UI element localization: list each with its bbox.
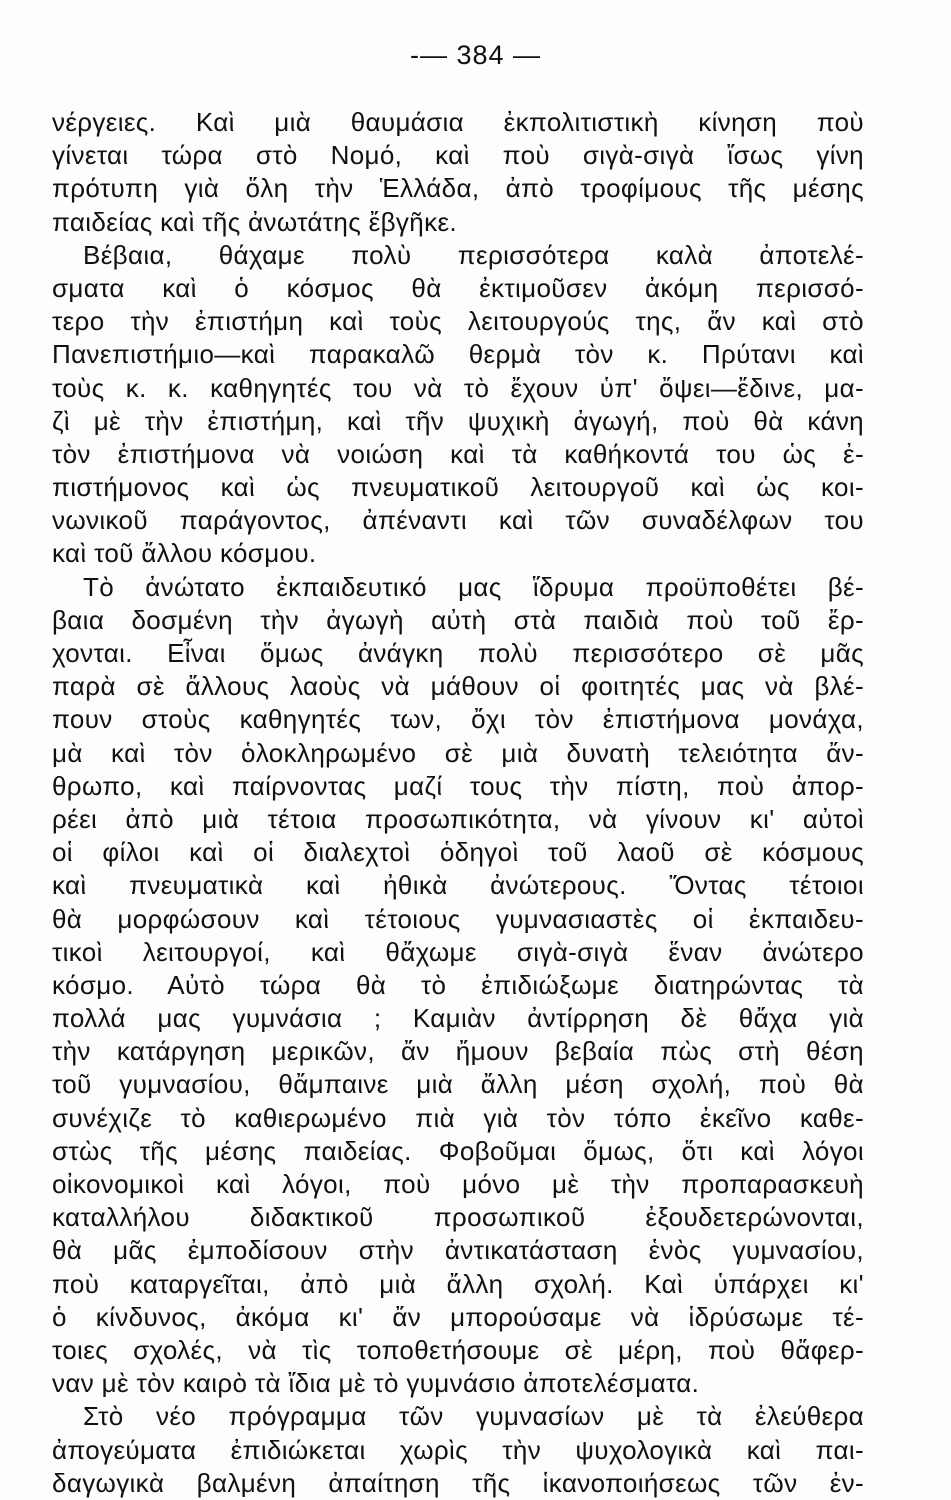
text-line: τοῦ γυμνασίου, θἄμπαινε μιὰ ἄλλη μέση σχολή, ποὺ θὰ <box>52 1069 864 1100</box>
text-line: θὰ μορφώσουν καὶ τέτοιους γυμνασιαστὲς οἱ ἐκπαιδευ- <box>52 903 864 934</box>
text-line: καὶ τοῦ ἄλλου κόσμου. <box>52 538 317 569</box>
text-line: παιδείας καὶ τῆς ἀνωτάτης ἔβγῆκε. <box>52 206 457 237</box>
text-line: πιστήμονος καὶ ὡς πνευματικοῦ λειτουργοῦ καὶ ὡς κοι- <box>52 472 864 503</box>
text-line: ὁ κίνδυνος, ἀκόμα κι' ἄν μπορούσαμε νὰ ἱδρύσωμε τέ- <box>52 1301 864 1332</box>
text-line: ἀπογεύματα ἐπιδιώκεται χωρὶς τὴν ψυχολογικὰ καὶ παι- <box>52 1434 864 1465</box>
text-line: Τὸ ἀνώτατο ἐκπαιδευτικό μας ἵδρυμα προϋποθέτει βέ- <box>83 571 864 602</box>
text-line: τοὺς κ. κ. καθηγητές του νὰ τὸ ἔχουν ὑπ' ὄψει—ἔδινε, μα- <box>52 372 864 403</box>
text-line: πρότυπη γιὰ ὅλη τὴν Ἑλλάδα, ἀπὸ τροφίμους τῆς μέσης <box>52 173 864 204</box>
text-line: ποὺ καταργεῖται, ἀπὸ μιὰ ἄλλη σχολή. Καὶ ὑπάρχει κι' <box>52 1268 864 1299</box>
text-line: γίνεται τώρα στὸ Νομό, καὶ ποὺ σιγὰ-σιγὰ ἴσως γίνη <box>52 140 864 171</box>
text-line: μὰ καὶ τὸν ὁλοκληρωμένο σὲ μιὰ δυνατὴ τελειότητα ἄν- <box>52 737 864 768</box>
text-line: ζὶ μὲ τὴν ἐπιστήμη, καὶ τῆν ψυχικὴ ἀγωγή, ποὺ θὰ κάνη <box>52 405 864 436</box>
text-line: καταλλήλου διδακτικοῦ προσωπικοῦ ἐξουδετερώνονται, <box>52 1202 864 1233</box>
text-line: βαια δοσμένη τὴν ἀγωγὴ αὐτὴ στὰ παιδιὰ ποὺ τοῦ ἔρ- <box>52 604 864 635</box>
text-line: συνέχιζε τὸ καθιερωμένο πιὰ γιὰ τὸν τόπο ἐκεῖνο καθε- <box>52 1102 864 1133</box>
text-line: Πανεπιστήμιο—καὶ παρακαλῶ θερμὰ τὸν κ. Πρύτανι καὶ <box>52 339 864 370</box>
text-line: πουν στοὺς καθηγητές των, ὄχι τὸν ἐπιστήμονα μονάχα, <box>52 704 864 735</box>
text-line: τερο τὴν ἐπιστήμη καὶ τοὺς λειτουργούς της, ἄν καὶ στὸ <box>52 306 864 337</box>
text-line: Στὸ νέο πρόγραμμα τῶν γυμνασίων μὲ τὰ ἐλεύθερα <box>83 1401 864 1432</box>
text-line: στὼς τῆς μέσης παιδείας. Φοβοῦμαι ὅμως, ὅτι καὶ λόγοι <box>52 1135 864 1166</box>
text-line: ρέει ἀπὸ μιὰ τέτοια προσωπικότητα, νὰ γίνουν κι' αὐτοὶ <box>52 803 864 834</box>
text-line: τὴν κατάργηση μερικῶν, ἄν ἤμουν βεβαία πὼς στὴ θέση <box>52 1036 864 1067</box>
text-line: χονται. Εἶναι ὅμως ἀνάγκη πολὺ περισσότερο σὲ μᾶς <box>52 638 864 668</box>
text-line: σματα καὶ ὁ κόσμος θὰ ἐκτιμοῦσεν ἀκόμη περισσό- <box>52 272 864 303</box>
text-line: καὶ πνευματικὰ καὶ ἠθικὰ ἀνώτερους. Ὄντας τέτοιοι <box>52 870 864 901</box>
text-line: οἱ φίλοι καὶ οἱ διαλεχτοὶ ὁδηγοὶ τοῦ λαοῦ σὲ κόσμους <box>52 837 864 868</box>
text-line: Βέβαια, θάχαμε πολὺ περισσότερα καλὰ ἀποτελέ- <box>83 239 864 270</box>
text-line: νωνικοῦ παράγοντος, ἀπέναντι καὶ τῶν συναδέλφων του <box>52 505 864 536</box>
text-line: κόσμο. Αὐτὸ τώρα θὰ τὸ ἐπιδιώξωμε διατηρώντας τὰ <box>52 969 864 1000</box>
text-line: θὰ μᾶς ἐμποδίσουν στὴν ἀντικατάσταση ἑνὸς γυμνασίου, <box>52 1235 864 1266</box>
page-number: -— 384 — <box>409 40 542 70</box>
text-line: νέργειες. Καὶ μιὰ θαυμάσια ἐκπολιτιστικὴ κίνηση ποὺ <box>52 107 864 137</box>
body-text <box>52 106 864 1500</box>
text-line: τοιες σχολές, νὰ τὶς τοποθετήσουμε σὲ μέρη, ποὺ θἄφερ- <box>52 1334 864 1365</box>
text-line: δαγωγικὰ βαλμένη ἀπαίτηση τῆς ἱκανοποιήσεως τῶν ἐν- <box>52 1467 864 1498</box>
text-line: παρὰ σὲ ἄλλους λαοὺς νὰ μάθουν οἱ φοιτητές μας νὰ βλέ- <box>52 671 864 702</box>
text-line: πολλά μας γυμνάσια ; Καμιὰν ἀντίρρηση δὲ θἄχα γιὰ <box>52 1003 864 1034</box>
text-line: θρωπο, καὶ παίρνοντας μαζί τους τὴν πίστη, ποὺ ἀπορ- <box>52 770 864 801</box>
text-line: οἰκονομικοὶ καὶ λόγοι, ποὺ μόνο μὲ τὴν προπαρασκευὴ <box>52 1169 864 1199</box>
text-line: ναν μὲ τὸν καιρὸ τὰ ἴδια μὲ τὸ γυμνάσιο ἀποτελέσματα. <box>52 1368 700 1399</box>
text-line: τικοὶ λειτουργοί, καὶ θἄχωμε σιγὰ-σιγὰ ἕναν ἀνώτερο <box>52 936 864 967</box>
text-line: τὸν ἐπιστήμονα νὰ νοιώση καὶ τὰ καθήκοντά του ὡς ἐ- <box>52 438 864 469</box>
